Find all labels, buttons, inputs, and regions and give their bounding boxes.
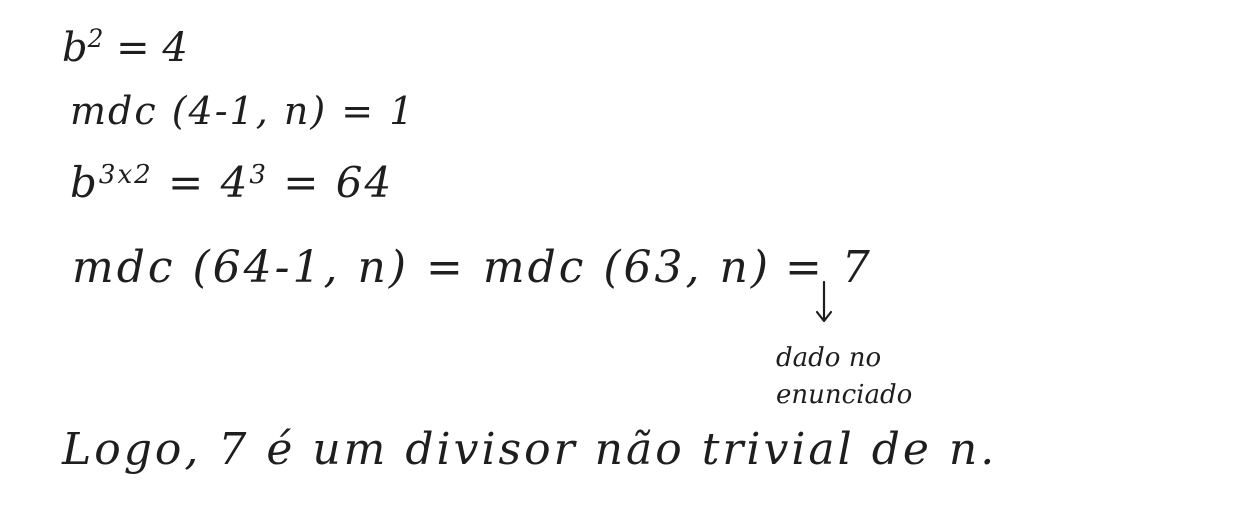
equation-mdc-63 — [72, 242, 873, 293]
annotation-line-1: dado no — [776, 343, 882, 373]
equation-result: = 7 — [785, 242, 873, 293]
equation-b-squared — [62, 24, 188, 71]
equation-rhs: = 4 — [103, 25, 188, 71]
base-b: b — [62, 25, 88, 71]
equation-rhs: = 64 — [267, 158, 394, 207]
conclusion-sentence — [62, 424, 998, 475]
equation-text: mdc (64-1, n) = mdc (63, n) — [72, 242, 771, 293]
exponent-2: 3 — [249, 159, 268, 190]
down-arrow-icon — [812, 280, 836, 324]
annotation-line-2: enunciado — [776, 380, 913, 410]
equation-mdc-4 — [70, 89, 416, 133]
equation-b-power-six — [70, 158, 394, 207]
equation-text: mdc (4-1, n) = 1 — [70, 89, 416, 133]
conclusion-text: Logo, 7 é um divisor não trivial de n. — [62, 424, 998, 475]
base-b: b — [70, 158, 99, 207]
exponent: 2 — [87, 24, 104, 54]
equation-middle: = 4 — [152, 158, 250, 207]
exponent: 3x2 — [98, 159, 153, 190]
